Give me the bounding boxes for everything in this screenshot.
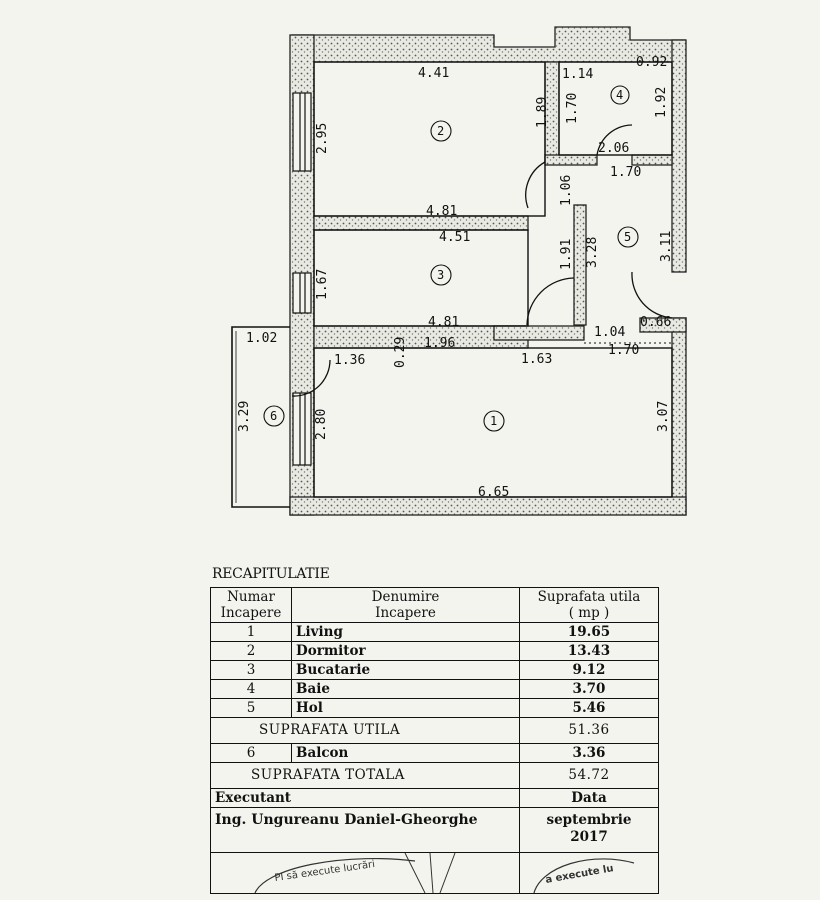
svg-text:4.51: 4.51 [439,230,471,245]
svg-text:1.96: 1.96 [424,336,456,351]
executant-row: Executant Data [211,789,659,808]
wall-living-top-mid [494,326,584,340]
svg-text:4.81: 4.81 [426,204,458,219]
svg-text:1.36: 1.36 [334,353,366,368]
svg-text:3.07: 3.07 [656,400,671,432]
room-marker-1-label: 1 [490,414,498,428]
header-numar: Numar Incapere [211,588,292,623]
header-denumire: Denumire Incapere [292,588,520,623]
svg-text:4.81: 4.81 [428,315,460,330]
table-row: 4 Baie 3.70 [211,680,659,699]
room-marker-3-label: 3 [437,268,445,282]
svg-text:1.92: 1.92 [654,86,669,118]
recap-table [210,587,659,894]
svg-text:1.04: 1.04 [594,325,626,340]
suprafata-totala-row: SUPRAFATA TOTALA 54.72 [211,763,659,789]
svg-text:4.41: 4.41 [418,66,450,81]
svg-text:1.70: 1.70 [565,92,580,124]
svg-text:0.29: 0.29 [393,336,408,368]
svg-text:1.89: 1.89 [535,96,550,128]
svg-text:3.11: 3.11 [659,230,674,262]
outer-right-wall [672,40,686,272]
outer-right-wall-lower [672,318,686,515]
stamp-row [211,853,659,894]
table-row: 3 Bucatarie 9.12 [211,661,659,680]
svg-text:3.29: 3.29 [237,400,252,432]
svg-text:2.95: 2.95 [315,122,330,154]
top-wall-left [292,27,685,62]
svg-text:1.70: 1.70 [610,165,642,180]
svg-text:1.70: 1.70 [608,343,640,358]
recap-header-row [211,588,659,623]
svg-text:3.28: 3.28 [585,236,600,268]
plan-walls [290,27,686,515]
svg-text:2.80: 2.80 [314,408,329,440]
recap-title: RECAPITULATIE [212,566,330,582]
svg-text:1.67: 1.67 [315,268,330,300]
wall-bedroom-kitchen [314,216,528,230]
svg-text:1.63: 1.63 [521,352,553,367]
svg-text:1.91: 1.91 [559,238,574,270]
svg-text:2.06: 2.06 [598,141,630,156]
suprafata-utila-row: SUPRAFATA UTILA 51.36 [211,718,659,744]
svg-text:0.66: 0.66 [640,315,672,330]
room-marker-2-label: 2 [437,124,445,138]
table-row: 1 Living 19.65 [211,623,659,642]
windows [293,93,311,465]
svg-text:a execute lu: a execute lu [544,863,615,886]
room-marker-6-label: 6 [270,409,278,423]
engineer-row: Ing. Ungureanu Daniel-Gheorghe septembrie 2017 [211,808,659,853]
stamp-seal-right [524,853,654,893]
svg-text:PI să execute lucrări: PI să execute lucrări [273,858,376,884]
svg-text:1.02: 1.02 [246,331,278,346]
room-marker-5-label: 5 [624,230,632,244]
svg-text:1.06: 1.06 [559,174,574,206]
table-row: 2 Dormitor 13.43 [211,642,659,661]
header-suprafata: Suprafata utila ( mp ) [520,588,659,623]
svg-text:1.14: 1.14 [562,67,594,82]
stamp-seal-left [215,853,515,893]
room-marker-4-label: 4 [616,88,624,102]
svg-text:0.92: 0.92 [636,55,668,70]
svg-text:6.65: 6.65 [478,485,510,500]
wall-bath-bottom [545,155,597,165]
table-row: 6 Balcon 3.36 [211,744,659,763]
wall-bath-bottom-right [632,155,672,165]
table-row: 5 Hol 5.46 [211,699,659,718]
